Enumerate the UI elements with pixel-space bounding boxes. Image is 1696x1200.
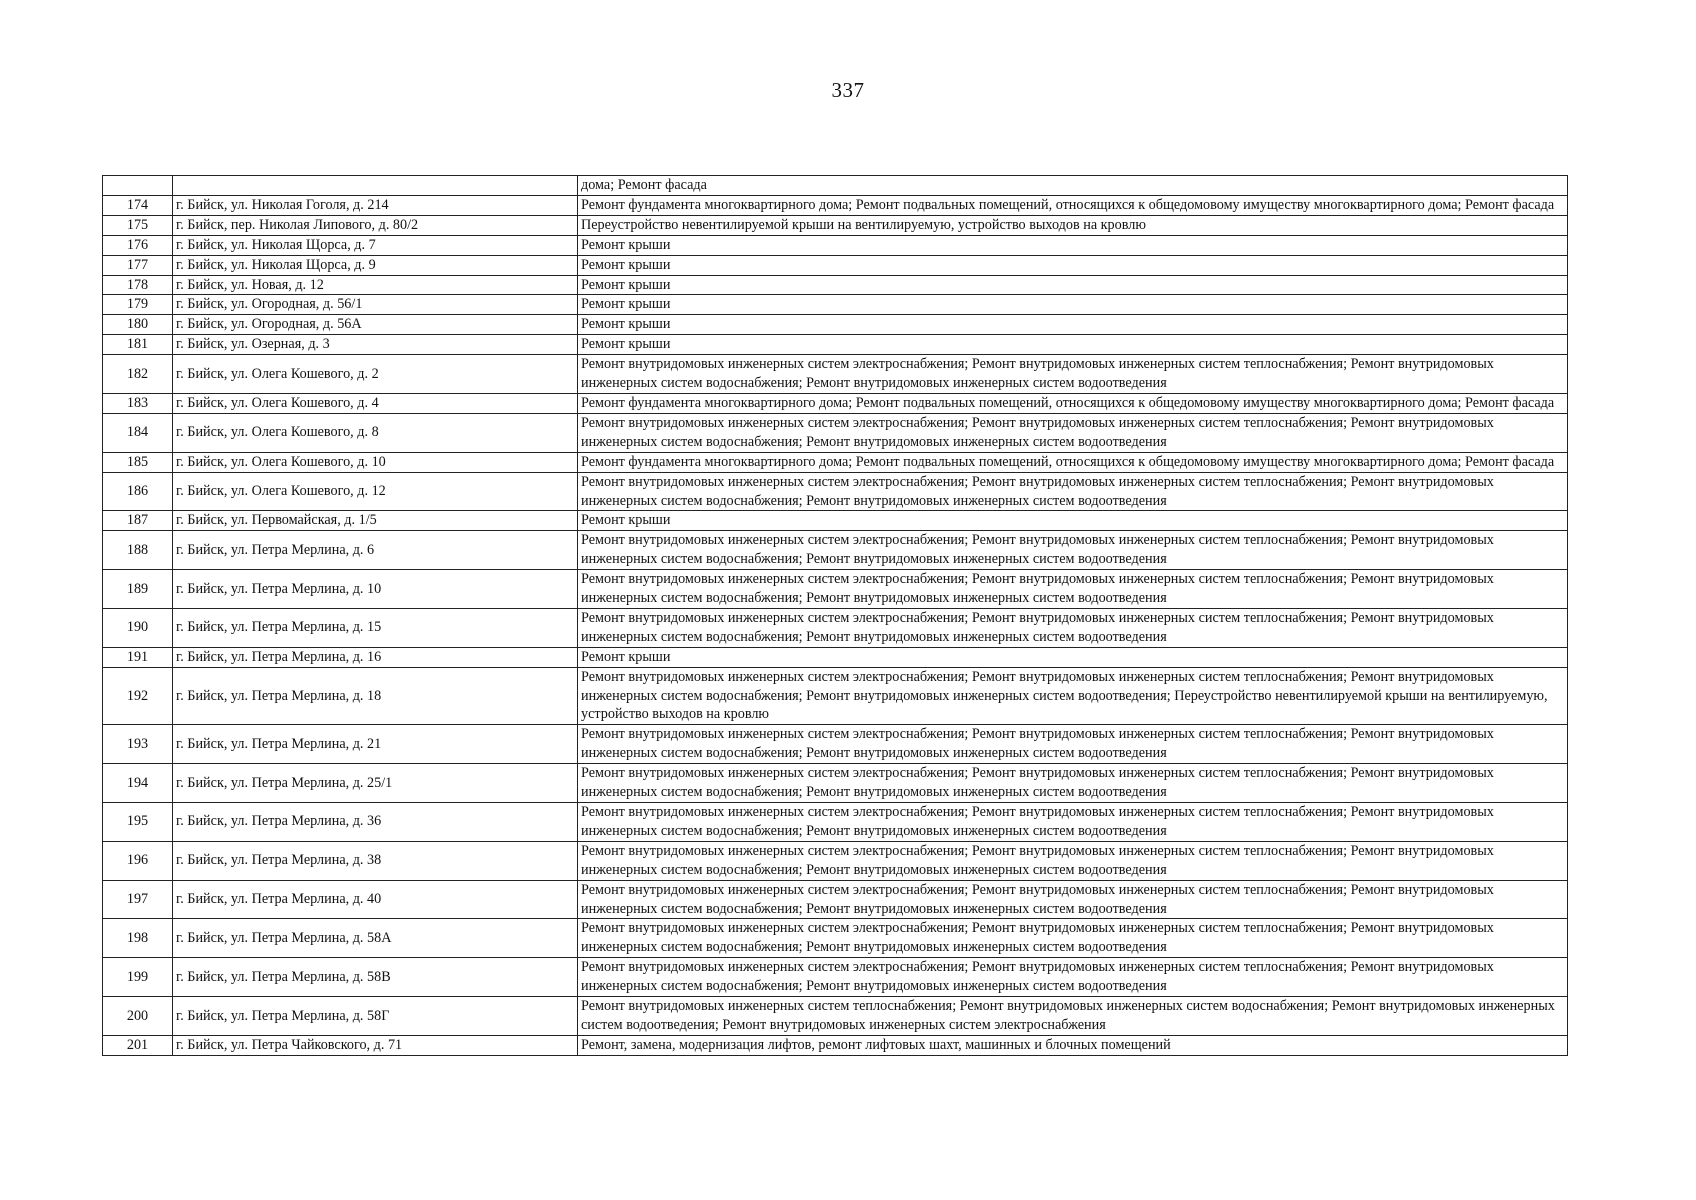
table-row bbox=[103, 215, 1568, 235]
table-row bbox=[103, 315, 1568, 335]
table-row bbox=[103, 531, 1568, 570]
address-cell: г. Бийск, ул. Петра Мерлина, д. 6 bbox=[173, 531, 578, 570]
address-cell: г. Бийск, ул. Петра Мерлина, д. 38 bbox=[173, 841, 578, 880]
address-cell: г. Бийск, ул. Олега Кошевого, д. 2 bbox=[173, 355, 578, 394]
table-row bbox=[103, 393, 1568, 413]
row-number-cell: 199 bbox=[103, 958, 173, 997]
table-row bbox=[103, 841, 1568, 880]
row-number-cell: 197 bbox=[103, 880, 173, 919]
table-row bbox=[103, 608, 1568, 647]
address-cell: г. Бийск, ул. Николая Щорса, д. 7 bbox=[173, 235, 578, 255]
row-number-cell bbox=[103, 176, 173, 196]
row-number-cell: 200 bbox=[103, 997, 173, 1036]
row-number-cell: 195 bbox=[103, 803, 173, 842]
repair-register-table bbox=[102, 175, 1568, 1056]
address-cell bbox=[173, 176, 578, 196]
row-number-cell: 183 bbox=[103, 393, 173, 413]
row-number-cell: 174 bbox=[103, 195, 173, 215]
address-cell: г. Бийск, ул. Петра Чайковского, д. 71 bbox=[173, 1035, 578, 1055]
works-cell: Ремонт крыши bbox=[578, 647, 1568, 667]
row-number-cell: 179 bbox=[103, 295, 173, 315]
row-number-cell: 198 bbox=[103, 919, 173, 958]
works-cell: Ремонт внутридомовых инженерных систем электроснабжения; Ремонт внутридомовых инженерных систем теплоснабжения; Ремонт внутридомовых инженерных систем водоснабжения; Ремонт внутридомовых инженерных систем водоотведения; Переустройство невентилируемой крыши на вентилируемую, устройство выходов на кровлю bbox=[578, 667, 1568, 725]
works-cell: Ремонт фундамента многоквартирного дома; Ремонт подвальных помещений, относящихся к общедомовому имуществу многоквартирного дома; Ремонт фасада bbox=[578, 195, 1568, 215]
row-number-cell: 187 bbox=[103, 511, 173, 531]
table-row bbox=[103, 570, 1568, 609]
works-cell: Ремонт, замена, модернизация лифтов, ремонт лифтовых шахт, машинных и блочных помещений bbox=[578, 1035, 1568, 1055]
address-cell: г. Бийск, ул. Олега Кошевого, д. 10 bbox=[173, 452, 578, 472]
row-number-cell: 186 bbox=[103, 472, 173, 511]
table-row bbox=[103, 452, 1568, 472]
address-cell: г. Бийск, ул. Петра Мерлина, д. 58А bbox=[173, 919, 578, 958]
table-row bbox=[103, 176, 1568, 196]
address-cell: г. Бийск, ул. Петра Мерлина, д. 10 bbox=[173, 570, 578, 609]
works-cell: Ремонт крыши bbox=[578, 315, 1568, 335]
row-number-cell: 185 bbox=[103, 452, 173, 472]
works-cell: Ремонт внутридомовых инженерных систем электроснабжения; Ремонт внутридомовых инженерных систем теплоснабжения; Ремонт внутридомовых инженерных систем водоснабжения; Ремонт внутридомовых инженерных систем водоотведения bbox=[578, 958, 1568, 997]
table-row bbox=[103, 803, 1568, 842]
works-cell: Ремонт внутридомовых инженерных систем электроснабжения; Ремонт внутридомовых инженерных систем теплоснабжения; Ремонт внутридомовых инженерных систем водоснабжения; Ремонт внутридомовых инженерных систем водоотведения bbox=[578, 841, 1568, 880]
works-cell: Ремонт фундамента многоквартирного дома; Ремонт подвальных помещений, относящихся к общедомовому имуществу многоквартирного дома; Ремонт фасада bbox=[578, 393, 1568, 413]
row-number-cell: 196 bbox=[103, 841, 173, 880]
works-cell: Ремонт внутридомовых инженерных систем электроснабжения; Ремонт внутридомовых инженерных систем теплоснабжения; Ремонт внутридомовых инженерных систем водоснабжения; Ремонт внутридомовых инженерных систем водоотведения bbox=[578, 725, 1568, 764]
row-number-cell: 188 bbox=[103, 531, 173, 570]
row-number-cell: 177 bbox=[103, 255, 173, 275]
row-number-cell: 193 bbox=[103, 725, 173, 764]
row-number-cell: 184 bbox=[103, 413, 173, 452]
works-cell: Ремонт крыши bbox=[578, 511, 1568, 531]
address-cell: г. Бийск, ул. Олега Кошевого, д. 8 bbox=[173, 413, 578, 452]
address-cell: г. Бийск, ул. Петра Мерлина, д. 40 bbox=[173, 880, 578, 919]
works-cell: Ремонт внутридомовых инженерных систем электроснабжения; Ремонт внутридомовых инженерных систем теплоснабжения; Ремонт внутридомовых инженерных систем водоснабжения; Ремонт внутридомовых инженерных систем водоотведения bbox=[578, 608, 1568, 647]
table-row bbox=[103, 413, 1568, 452]
address-cell: г. Бийск, ул. Озерная, д. 3 bbox=[173, 335, 578, 355]
address-cell: г. Бийск, ул. Петра Мерлина, д. 16 bbox=[173, 647, 578, 667]
row-number-cell: 194 bbox=[103, 764, 173, 803]
address-cell: г. Бийск, ул. Первомайская, д. 1/5 bbox=[173, 511, 578, 531]
row-number-cell: 176 bbox=[103, 235, 173, 255]
table-row bbox=[103, 647, 1568, 667]
row-number-cell: 191 bbox=[103, 647, 173, 667]
works-cell: Переустройство невентилируемой крыши на вентилируемую, устройство выходов на кровлю bbox=[578, 215, 1568, 235]
works-cell: Ремонт внутридомовых инженерных систем электроснабжения; Ремонт внутридомовых инженерных систем теплоснабжения; Ремонт внутридомовых инженерных систем водоснабжения; Ремонт внутридомовых инженерных систем водоотведения bbox=[578, 764, 1568, 803]
page-number: 337 bbox=[831, 78, 865, 102]
address-cell: г. Бийск, ул. Петра Мерлина, д. 21 bbox=[173, 725, 578, 764]
address-cell: г. Бийск, ул. Огородная, д. 56/1 bbox=[173, 295, 578, 315]
row-number-cell: 182 bbox=[103, 355, 173, 394]
table-row bbox=[103, 195, 1568, 215]
address-cell: г. Бийск, ул. Олега Кошевого, д. 4 bbox=[173, 393, 578, 413]
table-row bbox=[103, 667, 1568, 725]
works-cell: Ремонт внутридомовых инженерных систем электроснабжения; Ремонт внутридомовых инженерных систем теплоснабжения; Ремонт внутридомовых инженерных систем водоснабжения; Ремонт внутридомовых инженерных систем водоотведения bbox=[578, 880, 1568, 919]
works-cell: Ремонт внутридомовых инженерных систем электроснабжения; Ремонт внутридомовых инженерных систем теплоснабжения; Ремонт внутридомовых инженерных систем водоснабжения; Ремонт внутридомовых инженерных систем водоотведения bbox=[578, 570, 1568, 609]
table-row bbox=[103, 764, 1568, 803]
works-cell: Ремонт крыши bbox=[578, 335, 1568, 355]
address-cell: г. Бийск, ул. Новая, д. 12 bbox=[173, 275, 578, 295]
works-cell: Ремонт внутридомовых инженерных систем электроснабжения; Ремонт внутридомовых инженерных систем теплоснабжения; Ремонт внутридомовых инженерных систем водоснабжения; Ремонт внутридомовых инженерных систем водоотведения bbox=[578, 803, 1568, 842]
row-number-cell: 178 bbox=[103, 275, 173, 295]
works-cell: Ремонт фундамента многоквартирного дома; Ремонт подвальных помещений, относящихся к общедомовому имуществу многоквартирного дома; Ремонт фасада bbox=[578, 452, 1568, 472]
works-cell: Ремонт внутридомовых инженерных систем теплоснабжения; Ремонт внутридомовых инженерных систем водоснабжения; Ремонт внутридомовых инженерных систем водоотведения; Ремонт внутридомовых инженерных систем электроснабжения bbox=[578, 997, 1568, 1036]
works-cell: Ремонт крыши bbox=[578, 275, 1568, 295]
address-cell: г. Бийск, ул. Петра Мерлина, д. 58Г bbox=[173, 997, 578, 1036]
address-cell: г. Бийск, ул. Николая Гоголя, д. 214 bbox=[173, 195, 578, 215]
works-cell: Ремонт внутридомовых инженерных систем электроснабжения; Ремонт внутридомовых инженерных систем теплоснабжения; Ремонт внутридомовых инженерных систем водоснабжения; Ремонт внутридомовых инженерных систем водоотведения bbox=[578, 472, 1568, 511]
works-cell: Ремонт внутридомовых инженерных систем электроснабжения; Ремонт внутридомовых инженерных систем теплоснабжения; Ремонт внутридомовых инженерных систем водоснабжения; Ремонт внутридомовых инженерных систем водоотведения bbox=[578, 531, 1568, 570]
address-cell: г. Бийск, ул. Петра Мерлина, д. 25/1 bbox=[173, 764, 578, 803]
row-number-cell: 180 bbox=[103, 315, 173, 335]
address-cell: г. Бийск, ул. Петра Мерлина, д. 18 bbox=[173, 667, 578, 725]
works-cell: Ремонт крыши bbox=[578, 295, 1568, 315]
works-cell: Ремонт крыши bbox=[578, 235, 1568, 255]
table-row bbox=[103, 255, 1568, 275]
works-cell: дома; Ремонт фасада bbox=[578, 176, 1568, 196]
table-row bbox=[103, 997, 1568, 1036]
row-number-cell: 190 bbox=[103, 608, 173, 647]
table-row bbox=[103, 355, 1568, 394]
table-row bbox=[103, 880, 1568, 919]
table-body bbox=[103, 176, 1568, 1056]
address-cell: г. Бийск, ул. Николая Щорса, д. 9 bbox=[173, 255, 578, 275]
table-row bbox=[103, 958, 1568, 997]
table-row bbox=[103, 472, 1568, 511]
row-number-cell: 189 bbox=[103, 570, 173, 609]
address-cell: г. Бийск, ул. Олега Кошевого, д. 12 bbox=[173, 472, 578, 511]
table-row bbox=[103, 725, 1568, 764]
table-row bbox=[103, 511, 1568, 531]
address-cell: г. Бийск, ул. Петра Мерлина, д. 36 bbox=[173, 803, 578, 842]
row-number-cell: 175 bbox=[103, 215, 173, 235]
table-row bbox=[103, 275, 1568, 295]
table-row bbox=[103, 295, 1568, 315]
table-row bbox=[103, 235, 1568, 255]
table-row bbox=[103, 335, 1568, 355]
address-cell: г. Бийск, ул. Огородная, д. 56А bbox=[173, 315, 578, 335]
address-cell: г. Бийск, ул. Петра Мерлина, д. 58В bbox=[173, 958, 578, 997]
address-cell: г. Бийск, пер. Николая Липового, д. 80/2 bbox=[173, 215, 578, 235]
address-cell: г. Бийск, ул. Петра Мерлина, д. 15 bbox=[173, 608, 578, 647]
works-cell: Ремонт внутридомовых инженерных систем электроснабжения; Ремонт внутридомовых инженерных систем теплоснабжения; Ремонт внутридомовых инженерных систем водоснабжения; Ремонт внутридомовых инженерных систем водоотведения bbox=[578, 919, 1568, 958]
works-cell: Ремонт внутридомовых инженерных систем электроснабжения; Ремонт внутридомовых инженерных систем теплоснабжения; Ремонт внутридомовых инженерных систем водоснабжения; Ремонт внутридомовых инженерных систем водоотведения bbox=[578, 413, 1568, 452]
works-cell: Ремонт внутридомовых инженерных систем электроснабжения; Ремонт внутридомовых инженерных систем теплоснабжения; Ремонт внутридомовых инженерных систем водоснабжения; Ремонт внутридомовых инженерных систем водоотведения bbox=[578, 355, 1568, 394]
row-number-cell: 181 bbox=[103, 335, 173, 355]
row-number-cell: 201 bbox=[103, 1035, 173, 1055]
row-number-cell: 192 bbox=[103, 667, 173, 725]
table-row bbox=[103, 919, 1568, 958]
table-row bbox=[103, 1035, 1568, 1055]
works-cell: Ремонт крыши bbox=[578, 255, 1568, 275]
